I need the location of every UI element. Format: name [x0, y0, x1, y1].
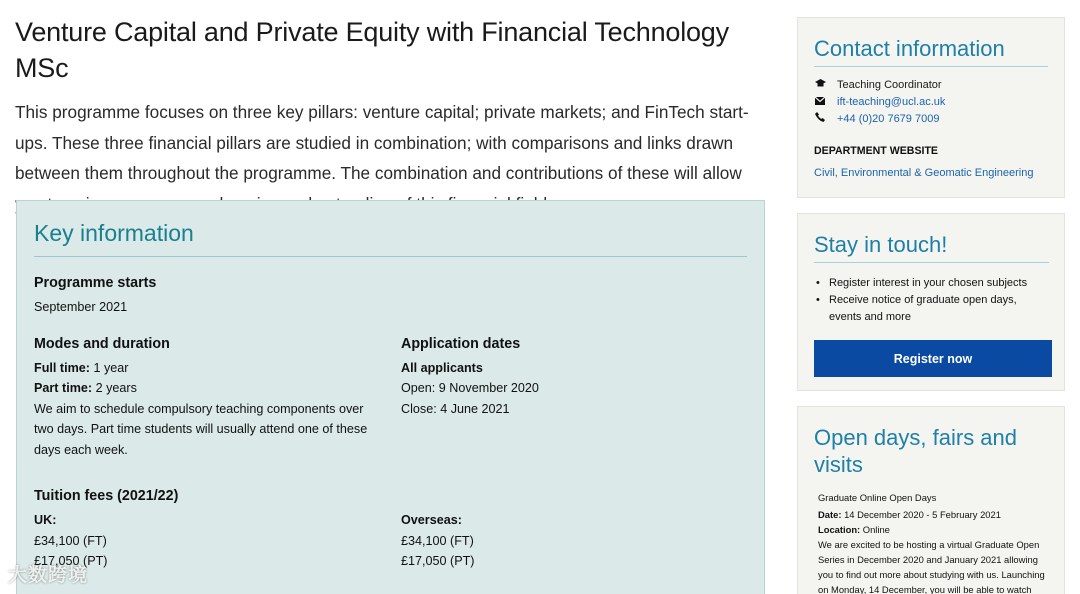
list-item: • Register interest in your chosen subjects: [814, 275, 1049, 292]
event-date-row: [818, 507, 1048, 522]
open-days-card: [797, 406, 1065, 594]
key-information-title: Key information: [34, 219, 747, 257]
uk-fee-pt: £17,050 (PT): [34, 554, 108, 568]
department-website-heading: DEPARTMENT WEBSITE: [814, 145, 938, 157]
full-time-label: Full time:: [34, 360, 90, 375]
full-time-value: 1 year: [93, 360, 129, 375]
key-information-panel: [16, 200, 765, 594]
part-time-label: Part time:: [34, 381, 93, 395]
email-link[interactable]: ift-teaching@ucl.ac.uk: [837, 96, 946, 108]
overseas-fees-column: [401, 510, 475, 572]
event-date-value: 14 December 2020 - 5 February 2021: [844, 509, 1001, 520]
uk-fees-label: UK:: [34, 513, 57, 527]
department-website-link[interactable]: Civil, Environmental & Geomatic Engineering: [814, 167, 1034, 179]
coordinator-label: Teaching Coordinator: [837, 79, 942, 91]
tuition-fees-heading: Tuition fees (2021/22): [34, 488, 179, 504]
contact-title: Contact information: [814, 35, 1048, 67]
graduate-open-days-link[interactable]: Graduate Online Open Days: [818, 492, 937, 503]
event-location-value: Online: [862, 524, 890, 535]
application-open: Open: 9 November 2020: [401, 381, 539, 395]
page-title: Venture Capital and Private Equity with Financial Technology MSc: [15, 17, 729, 83]
intro-paragraph: This programme focuses on three key pillars: venture capital; private markets; and FinTech start-ups. These three financial pillars are studied in combination; with comparisons and links drawn between them throughout the programme. The combination and contributions of these will allow: [15, 102, 749, 183]
modes-heading: Modes and duration: [34, 335, 170, 352]
coordinator-row: [814, 77, 1048, 94]
applicant-group: All applicants: [401, 360, 483, 375]
list-item: • Receive notice of graduate open days, events and more: [814, 292, 1049, 326]
phone-icon: [814, 111, 826, 128]
programme-starts-heading: Programme starts: [34, 275, 157, 291]
stay-in-touch-card: [797, 213, 1065, 391]
event-date-label: Date:: [818, 509, 842, 520]
contact-card: [797, 17, 1065, 198]
uk-fee-ft: £34,100 (FT): [34, 533, 107, 548]
phone-link[interactable]: +44 (0)20 7679 7009: [837, 113, 940, 125]
overseas-fee-pt: £17,050 (PT): [401, 554, 475, 568]
phone-row: [814, 111, 1048, 128]
register-now-button[interactable]: Register now: [814, 340, 1052, 377]
modes-column: [34, 336, 401, 461]
watermark-logo: 大数跨境: [8, 565, 89, 586]
envelope-icon: [814, 94, 826, 111]
uk-fees-column: [34, 510, 401, 572]
event-location-row: [818, 522, 1048, 537]
application-heading: Application dates: [401, 335, 521, 352]
application-close: Close: 4 June 2021: [401, 401, 510, 416]
application-column: [401, 336, 539, 461]
stay-in-touch-title: Stay in touch!: [814, 231, 1049, 263]
part-time-row: [34, 378, 401, 399]
graduation-cap-icon: [814, 77, 826, 94]
overseas-fee-ft: £34,100 (FT): [401, 533, 474, 548]
open-days-title: Open days, fairs and visits: [814, 425, 1018, 477]
main-content: [15, 14, 767, 219]
email-row: [814, 94, 1048, 111]
programme-starts-value: September 2021: [34, 300, 128, 314]
event-description: We are excited to be hosting a virtual Graduate Open Series in December 2020 and January 2021 allowing you to find out more about studying with us. Launching on Monday, 14 December, you will be able to watch: [818, 539, 1045, 594]
event-location-label: Location:: [818, 524, 861, 535]
stay-in-touch-list: [814, 275, 1049, 326]
modes-note: We aim to schedule compulsory teaching components over two days. Part time students will usually attend one of these days each week.: [34, 401, 368, 457]
part-time-value: 2 years: [95, 381, 137, 395]
overseas-fees-label: Overseas:: [401, 513, 462, 527]
full-time-row: [34, 358, 401, 379]
